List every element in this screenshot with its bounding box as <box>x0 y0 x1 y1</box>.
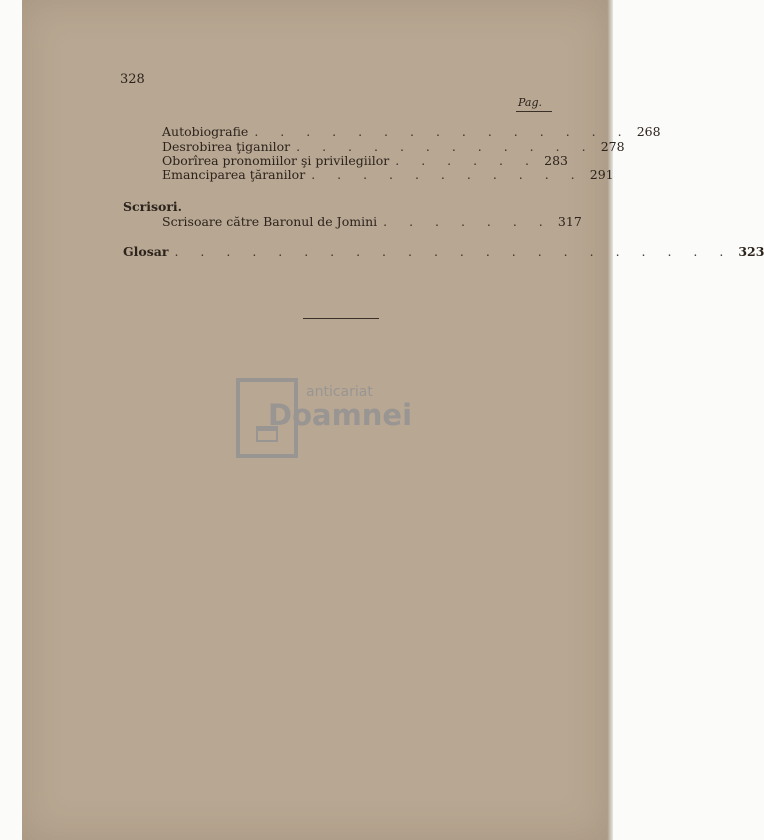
book-page <box>22 0 764 840</box>
dot-leader: . . . . . . . <box>383 214 552 229</box>
toc-entry-page: 317 <box>557 214 582 229</box>
toc-entry-title: Scrisoare către Baronul de Jomini <box>162 214 378 229</box>
toc-entry-page: 291 <box>589 167 614 182</box>
toc-entry-emanciparea <box>162 167 614 182</box>
pag-underline <box>516 111 552 112</box>
toc-entry-title: Glosar <box>123 244 169 259</box>
toc-entry-desrobirea <box>162 139 625 154</box>
dot-leader: . . . . . . . . . . . . <box>296 139 595 154</box>
toc-entry-scrisoare <box>162 214 582 229</box>
dot-leader: . . . . . . . . . . . <box>311 167 584 182</box>
page-number: 328 <box>120 72 145 87</box>
dot-leader: . . . . . . . . . . . . . . . . . . . . . . <box>174 244 733 259</box>
toc-entry-page: 323 <box>738 244 764 259</box>
section-heading-scrisori: Scrisori. <box>123 199 183 214</box>
toc-entry-autobiografie <box>162 124 661 139</box>
toc-entry-title: Emanciparea ţăranilor <box>162 167 306 182</box>
toc-entry-page: 283 <box>544 153 568 168</box>
watermark-big-text: Doamnei <box>268 398 413 432</box>
toc-entry-title: Autobiografie <box>162 124 249 139</box>
toc-entry-glosar <box>123 244 764 259</box>
toc-entry-oborirea <box>162 153 568 168</box>
watermark-logo <box>236 378 426 460</box>
toc-entry-page: 278 <box>600 139 625 154</box>
pag-column-label: Pag. <box>518 96 543 109</box>
section-divider <box>303 318 379 319</box>
watermark-small-text: anticariat <box>306 384 373 400</box>
dot-leader: . . . . . . . . . . . . . . . <box>254 124 631 139</box>
dot-leader: . . . . . . <box>395 153 538 168</box>
toc-entry-title: Oborîrea pronomiilor şi privilegiilor <box>162 153 390 168</box>
toc-entry-title: Desrobirea ţiganilor <box>162 139 291 154</box>
toc-entry-page: 268 <box>636 124 661 139</box>
